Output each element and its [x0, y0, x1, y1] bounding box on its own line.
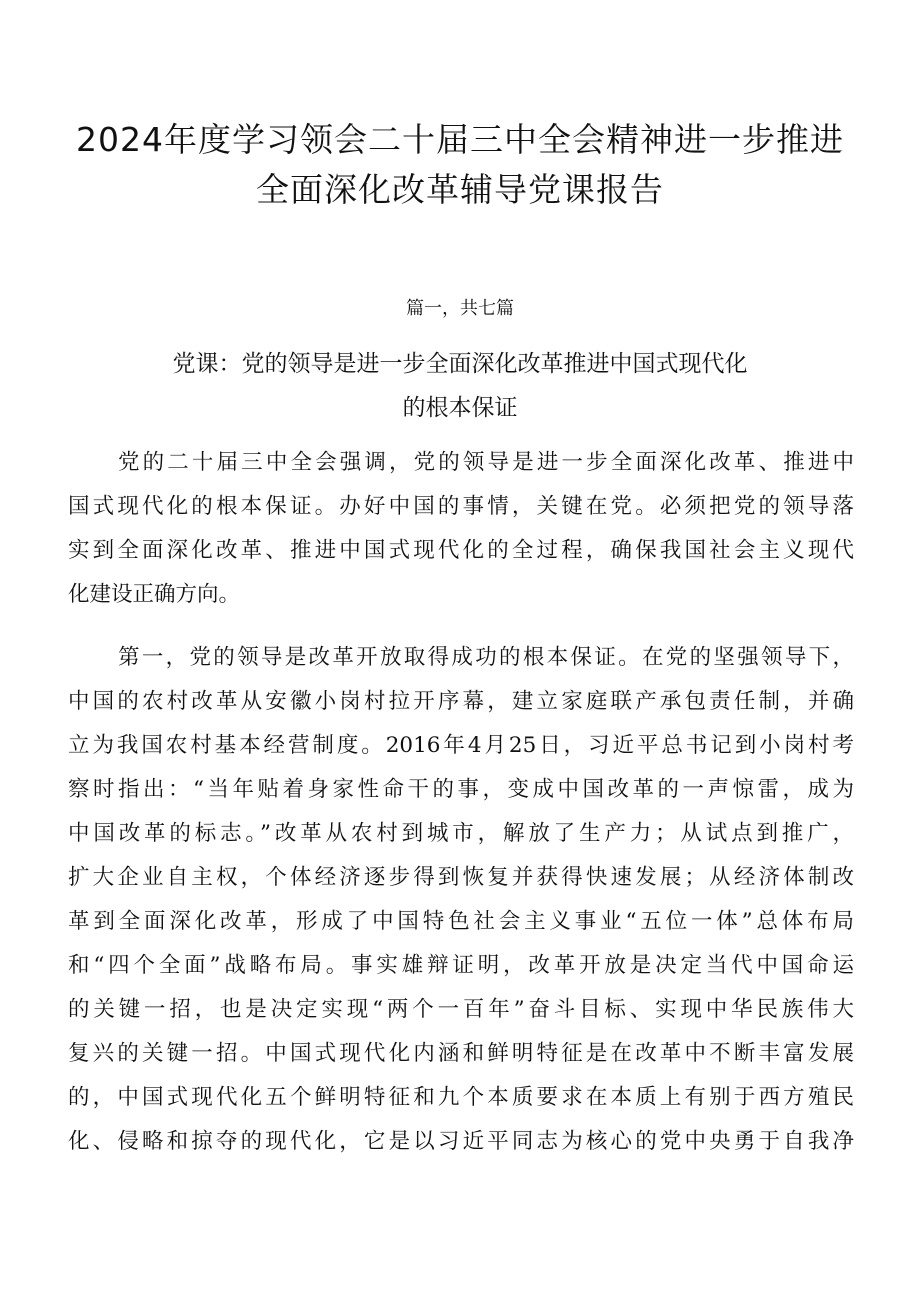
paragraph-line: 中国的农村改革从安徽小岗村拉开序幕，建立家庭联产承包责任制，并确	[68, 689, 854, 714]
paragraph-line: 化、侵略和掠夺的现代化，它是以习近平同志为核心的党中央勇于自我净	[68, 1129, 854, 1154]
subtitle-line-1: 党课：党的领导是进一步全面深化改革推进中国式现代化	[172, 351, 748, 377]
paragraph-line: 察时指出：“当年贴着身家性命干的事，变成中国改革的一声惊雷，成为	[68, 777, 854, 802]
paragraph-line: 中国改革的标志。”改革从农村到城市，解放了生产力；从试点到推广，	[68, 821, 854, 846]
paragraph-intro	[68, 441, 854, 617]
paragraph-line: 和“四个全面”战略布局。事实雄辩证明，改革开放是决定当代中国命运	[68, 953, 854, 978]
paragraph-line: 化建设正确方向。	[68, 582, 241, 607]
paragraph-line: 国式现代化的根本保证。办好中国的事情，关键在党。必须把党的领导落	[68, 494, 854, 519]
paragraph-line: 实到全面深化改革、推进中国式现代化的全过程，确保我国社会主义现代	[68, 538, 854, 563]
subtitle-line-2: 的根本保证	[402, 395, 518, 421]
paragraph-line: 的关键一招，也是决定实现“两个一百年”奋斗目标、实现中华民族伟大	[68, 997, 854, 1022]
paragraph-line: 复兴的关键一招。中国式现代化内涵和鲜明特征是在改革中不断丰富发展	[68, 1041, 854, 1066]
paragraph-line: 扩大企业自主权，个体经济逐步得到恢复并获得快速发展；从经济体制改	[68, 865, 854, 890]
paragraph-line: 革到全面深化改革，形成了中国特色社会主义事业“五位一体”总体布局	[68, 909, 854, 934]
section-label: 篇一，共七篇	[406, 298, 514, 319]
paragraph-line: 党的二十届三中全会强调，党的领导是进一步全面深化改革、推进中	[118, 450, 854, 475]
paragraph-first-point	[68, 636, 854, 1164]
paragraph-line: 第一，党的领导是改革开放取得成功的根本保证。在党的坚强领导下，	[118, 645, 854, 670]
document-title-line-2: 全面深化改革辅导党课报告	[256, 170, 664, 209]
paragraph-line: 立为我国农村基本经营制度。2016年4月25日，习近平总书记到小岗村考	[68, 733, 854, 758]
paragraph-line: 的，中国式现代化五个鲜明特征和九个本质要求在本质上有别于西方殖民	[68, 1085, 854, 1110]
document-title-line-1: 2024年度学习领会二十届三中全会精神进一步推进	[76, 120, 844, 159]
